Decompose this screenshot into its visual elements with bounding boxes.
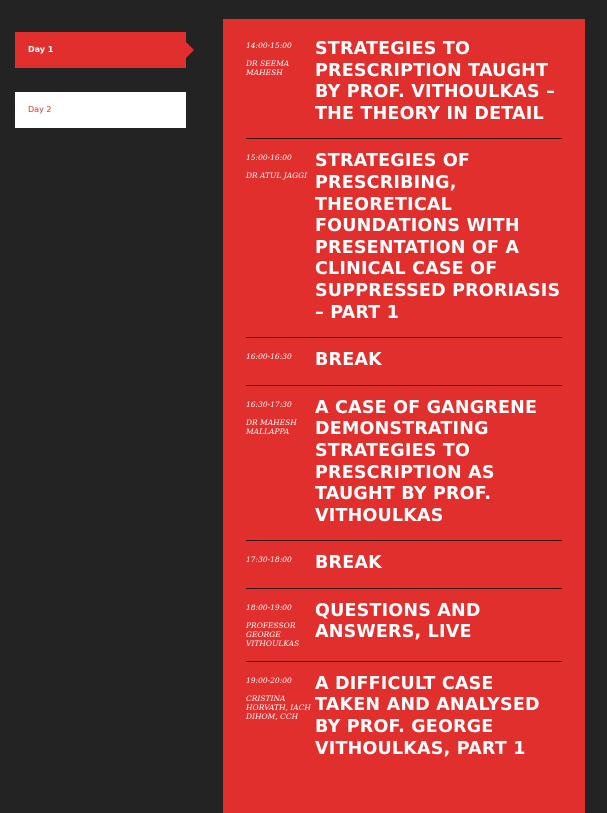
session-time: 15:00-16:00 bbox=[246, 153, 292, 163]
schedule-item bbox=[246, 601, 562, 662]
tab-day-1[interactable] bbox=[15, 32, 186, 68]
session-time: 16:30-17:30 bbox=[246, 399, 292, 409]
schedule-item-meta bbox=[246, 553, 315, 575]
tab-day-2[interactable] bbox=[15, 92, 186, 128]
session-time: 18:00-19:00 bbox=[246, 602, 292, 612]
session-title: A CASE OF GANGRENE DEMONSTRATING STRATEGIES TO PRESCRIPTION AS TAUGHT BY PROF. VITHOULKAS bbox=[315, 397, 538, 526]
schedule-item-meta bbox=[246, 674, 315, 760]
schedule-item-meta bbox=[246, 601, 315, 648]
schedule-item bbox=[246, 553, 562, 589]
schedule-list bbox=[246, 39, 562, 785]
session-title: QUESTIONS AND ANSWERS, LIVE bbox=[315, 600, 481, 643]
schedule-item bbox=[246, 350, 562, 386]
schedule-panel bbox=[223, 19, 585, 813]
schedule-item bbox=[246, 674, 562, 773]
session-speaker: DR ATUL JAGGI bbox=[246, 171, 308, 181]
session-speaker: CRISTINA HORVATH, IACH DIHOM, CCH bbox=[246, 693, 311, 721]
session-time: 14:00-15:00 bbox=[246, 41, 292, 50]
session-time: 17:30-18:00 bbox=[246, 555, 292, 565]
session-title: STRATEGIES TO PRESCRIPTION TAUGHT BY PROF. VITHOULKAS – THE THEORY IN DETAIL bbox=[315, 39, 556, 124]
session-speaker: DR SEEMA MAHESH bbox=[246, 59, 290, 77]
session-time: 16:00-16:30 bbox=[246, 352, 292, 362]
session-title: BREAK bbox=[315, 350, 382, 371]
schedule-item-meta bbox=[246, 151, 315, 324]
schedule-item-meta bbox=[246, 398, 315, 528]
day-tabs bbox=[15, 32, 186, 128]
tab-day-2-label: Day 2 bbox=[28, 105, 52, 114]
session-title: STRATEGIES OF PRESCRIBING, THEORETICAL FOUNDATIONS WITH PRESENTATION OF A CLINICAL CASE OF SUPPRESSED PRORIASIS – PART 1 bbox=[315, 151, 561, 323]
session-title: BREAK bbox=[315, 553, 382, 574]
schedule-item bbox=[246, 151, 562, 338]
schedule-item-meta bbox=[246, 350, 315, 372]
schedule-item bbox=[246, 39, 562, 139]
schedule-item-meta bbox=[246, 39, 315, 125]
session-speaker: DR MAHESH MALLAPPA bbox=[246, 417, 297, 436]
session-title: A DIFFICULT CASE TAKEN AND ANALYSED BY PROF. GEORGE VITHOULKAS, PART 1 bbox=[315, 673, 540, 759]
tab-day-1-label: Day 1 bbox=[28, 45, 54, 54]
schedule-item bbox=[246, 398, 562, 542]
session-speaker: PROFESSOR GEORGE VITHOULKAS bbox=[246, 620, 300, 648]
session-time: 19:00-20:00 bbox=[246, 675, 292, 685]
